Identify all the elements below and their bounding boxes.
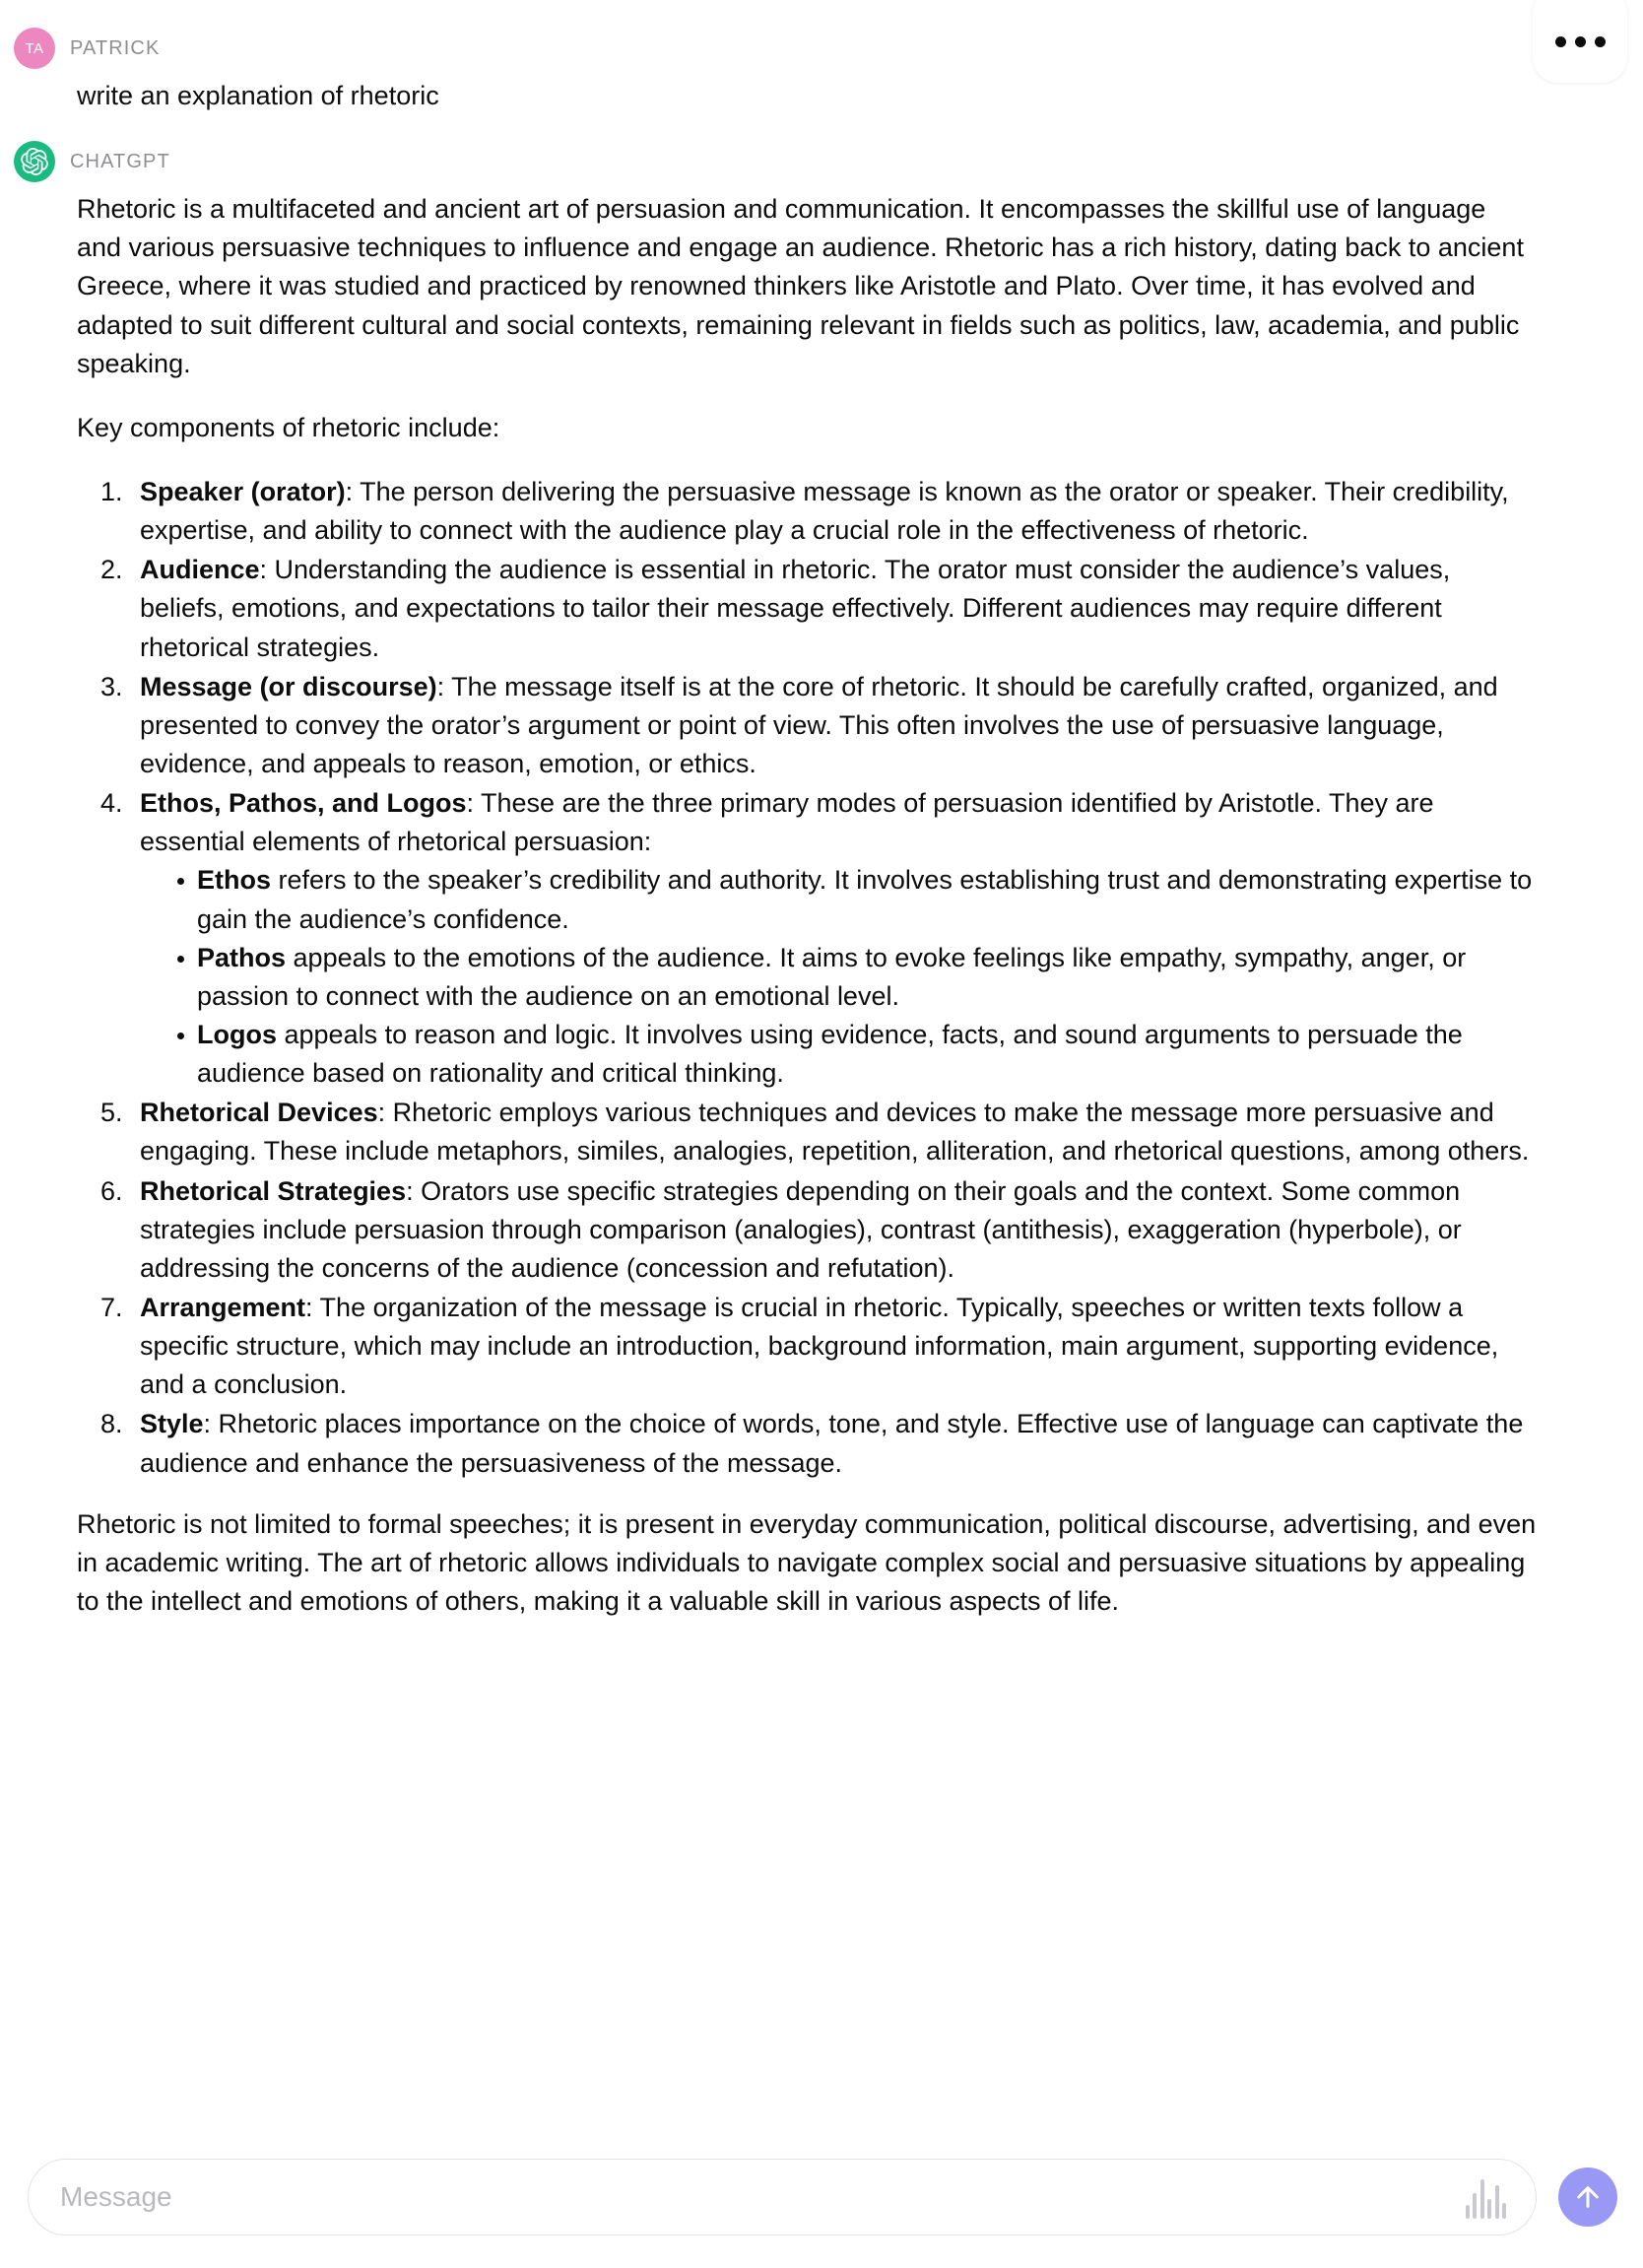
rhetoric-components-list [77, 473, 1537, 1483]
list-item [130, 1405, 1537, 1482]
list-item-text: : The person delivering the persuasive message is known as the orator or speaker. Their credibility, expertise, and ability to connect with the audience play a crucial role in the effectiveness of rhetoric. [140, 476, 1509, 546]
sublist-item [175, 861, 1537, 938]
message-input-container[interactable] [28, 2159, 1537, 2235]
list-item-term: Speaker (orator) [140, 476, 346, 506]
ellipsis-dot-3 [1595, 36, 1606, 47]
list-item-text: : Orators use specific strategies depending on their goals and the context. Some common strategies include persuasion through comparison (analogies), contrast (antithesis), exaggeration (hyperbole), or addressing the concerns of the audience (concession and refutation). [140, 1175, 1462, 1283]
avatar [14, 28, 55, 69]
avatar [14, 141, 55, 182]
sublist-item-term: Ethos [197, 865, 272, 896]
list-item-term: Arrangement [140, 1292, 306, 1322]
list-item-term: Style [140, 1409, 204, 1439]
assistant-paragraph-1: Rhetoric is a multifaceted and ancient art of persuasion and communication. It encompasses the skillful use of language and various persuasive techniques to influence and engage an audience. Rhetoric has a rich history, dating back to ancient Greece, where it was studied and practiced by renowned thinkers like Aristotle and Plato. Over time, it has evolved and adapted to suit different cultural and social contexts, remaining relevant in fields such as politics, law, academia, and public speaking. [77, 194, 1524, 378]
sublist-item-text: refers to the speaker’s credibility and authority. It involves establishing trust and demonstrating expertise to gain the audience’s confidence. [197, 865, 1533, 934]
role-label-user: PATRICK [70, 36, 161, 59]
list-item-text: : Rhetoric places importance on the choice of words, tone, and style. Effective use of language can captivate the audience and enhance the persuasiveness of the message. [140, 1409, 1524, 1478]
sublist-item-term: Pathos [197, 942, 287, 972]
list-item [130, 551, 1537, 666]
message-turn-user [0, 28, 1643, 141]
message-composer [0, 2144, 1643, 2268]
assistant-paragraph-3: Rhetoric is not limited to formal speeches; it is present in everyday communication, political discourse, advertising, and even in academic writing. The art of rhetoric allows individuals to navigate complex social and persuasive situations by appealing to the intellect and emotions of others, making it a valuable skill in various aspects of life. [77, 1508, 1537, 1616]
list-item-term: Audience [140, 555, 260, 585]
list-item-text: : The message itself is at the core of rhetoric. It should be carefully crafted, organized, and presented to convey the orator’s argument or point of view. This often involves the use of persuasive language, evidence, and appeals to reason, emotion, or ethics. [140, 671, 1498, 778]
ellipsis-dot-2 [1575, 36, 1586, 47]
list-item [130, 1289, 1537, 1404]
ellipsis-dot-1 [1555, 36, 1566, 47]
send-button[interactable] [1558, 2168, 1617, 2227]
message-header-assistant [0, 141, 1613, 182]
list-item-term: Rhetorical Strategies [140, 1175, 407, 1206]
list-item-text: : The organization of the message is crucial in rhetoric. Typically, speeches or written texts follow a specific structure, which may include an introduction, background information, main argument, supporting evidence, and a conclusion. [140, 1292, 1499, 1400]
avatar-initials: TA [25, 39, 44, 57]
sublist-item-term: Logos [197, 1019, 277, 1049]
message-turn-assistant [0, 141, 1643, 1621]
list-item-text: : Rhetoric employs various techniques and devices to make the message more persuasive and engaging. These include metaphors, similes, analogies, repetition, alliteration, and rhetorical questions, among others. [140, 1098, 1530, 1167]
list-item [130, 784, 1537, 1093]
user-message-text: write an explanation of rhetoric [77, 81, 439, 110]
list-item [130, 1094, 1537, 1170]
message-body-assistant [0, 190, 1613, 1621]
list-item [130, 668, 1537, 783]
sublist-item [175, 939, 1537, 1016]
role-label-assistant: CHATGPT [70, 150, 170, 172]
list-item-term: Rhetorical Devices [140, 1098, 378, 1128]
list-item [130, 1172, 1537, 1288]
openai-logo-icon [21, 148, 48, 175]
list-item [130, 473, 1537, 550]
arrow-up-icon [1572, 2181, 1604, 2213]
more-options-button[interactable] [1533, 0, 1627, 83]
list-item-term: Ethos, Pathos, and Logos [140, 788, 467, 819]
audio-waveform-icon[interactable] [1466, 2175, 1513, 2219]
modes-of-persuasion-sublist [140, 861, 1537, 1093]
message-header-user [0, 28, 1613, 69]
list-item-text: : Understanding the audience is essential in rhetoric. The orator must consider the audience’s values, beliefs, emotions, and expectations to tailor their message effectively. Different audiences may require different rhetorical strategies. [140, 555, 1451, 662]
list-paragraph-spacer [77, 1484, 1537, 1505]
list-item-term: Message (or discourse) [140, 671, 437, 701]
sublist-item-text: appeals to reason and logic. It involves using evidence, facts, and sound arguments to persuade the audience based on rationality and critical thinking. [197, 1019, 1463, 1089]
sublist-item-text: appeals to the emotions of the audience. It aims to evoke feelings like empathy, sympathy, anger, or passion to connect with the audience on an emotional level. [197, 942, 1467, 1011]
assistant-paragraph-2: Key components of rhetoric include: [77, 412, 500, 442]
sublist-item [175, 1016, 1537, 1093]
message-input[interactable] [60, 2181, 1466, 2213]
list-item-text: : These are the three primary modes of persuasion identified by Aristotle. They are essential elements of rhetorical persuasion: [140, 788, 1434, 857]
message-body-user [0, 77, 1613, 141]
